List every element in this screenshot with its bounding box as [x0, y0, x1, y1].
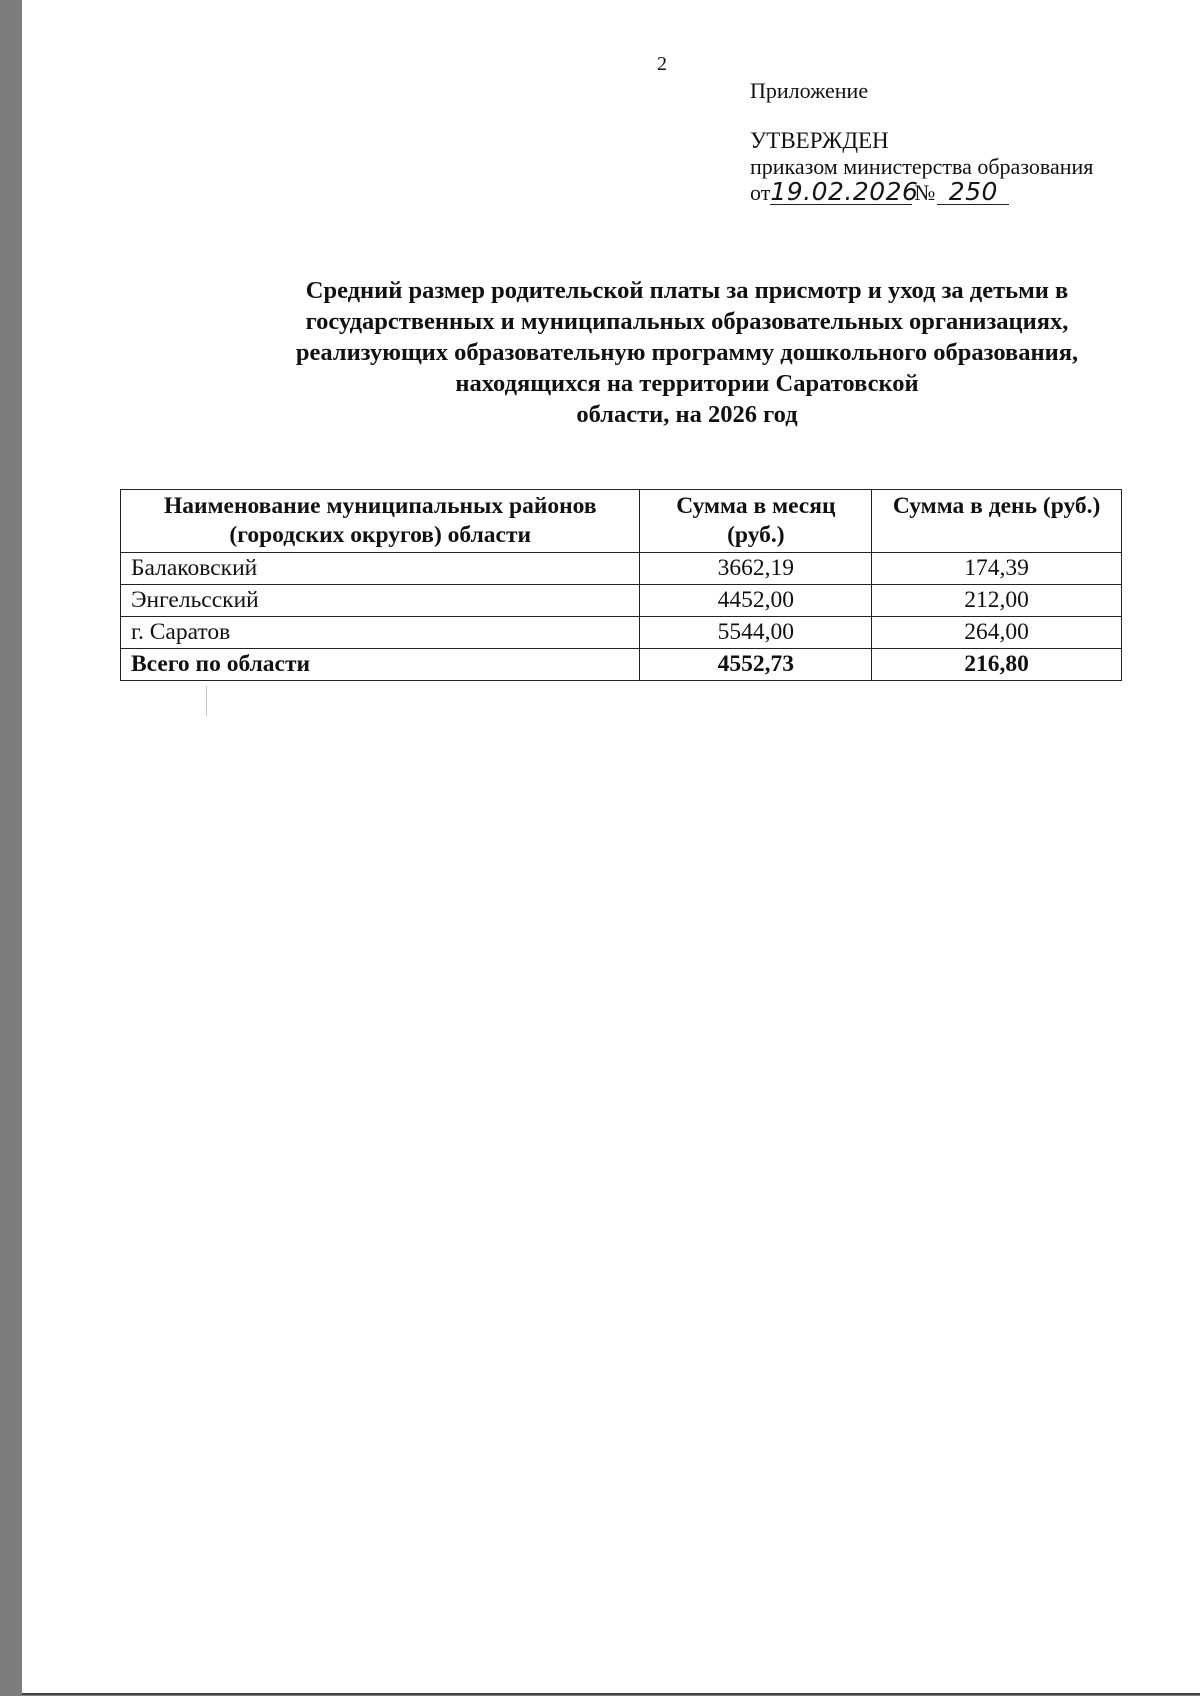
order-by-text: приказом министерства образования [750, 154, 1094, 179]
header-district: Наименование муниципальных районов (городских округов) области [121, 490, 640, 553]
document-title [152, 275, 1200, 430]
table-row [121, 553, 1122, 585]
title-line: государственных и муниципальных образовательных организациях, [305, 308, 1069, 335]
header-month-sum: Сумма в месяц (руб.) [640, 490, 872, 553]
day-sum: 264,00 [872, 617, 1122, 649]
district-name: г. Саратов [121, 617, 640, 649]
approval-block [750, 78, 1093, 210]
approved-label: УТВЕРЖДЕН [750, 128, 889, 153]
fee-table [120, 489, 1122, 681]
table-row [121, 617, 1122, 649]
appendix-label: Приложение [750, 78, 869, 103]
total-row [121, 649, 1122, 681]
from-prefix: от [750, 180, 771, 205]
number-sign: № [914, 180, 936, 205]
table-header-row [121, 490, 1122, 553]
month-sum: 4452,00 [640, 585, 872, 617]
title-line: реализующих образовательную программу дошкольного образования, [295, 339, 1079, 366]
month-sum: 3662,19 [640, 553, 872, 585]
handwritten-number: 250 [937, 180, 1009, 205]
day-sum: 212,00 [872, 585, 1122, 617]
page-number: 2 [657, 53, 667, 75]
scan-edge [0, 0, 22, 1696]
total-day-sum: 216,80 [872, 649, 1122, 681]
document-page [22, 0, 1200, 1695]
order-date-number-line [750, 177, 1093, 210]
handwritten-date: 19.02.2026 [770, 177, 919, 206]
scan-artifact-line [206, 686, 207, 716]
day-sum: 174,39 [872, 553, 1122, 585]
total-month-sum: 4552,73 [640, 649, 872, 681]
title-line: области, на 2026 год [576, 401, 798, 428]
total-label: Всего по области [121, 649, 640, 681]
header-day-sum: Сумма в день (руб.) [872, 490, 1122, 553]
title-line: находящихся на территории Саратовской [455, 370, 919, 397]
title-line: Средний размер родительской платы за присмотр и уход за детьми в [305, 277, 1069, 304]
month-sum: 5544,00 [640, 617, 872, 649]
district-name: Энгельсский [121, 585, 640, 617]
table-row [121, 585, 1122, 617]
district-name: Балаковский [121, 553, 640, 585]
